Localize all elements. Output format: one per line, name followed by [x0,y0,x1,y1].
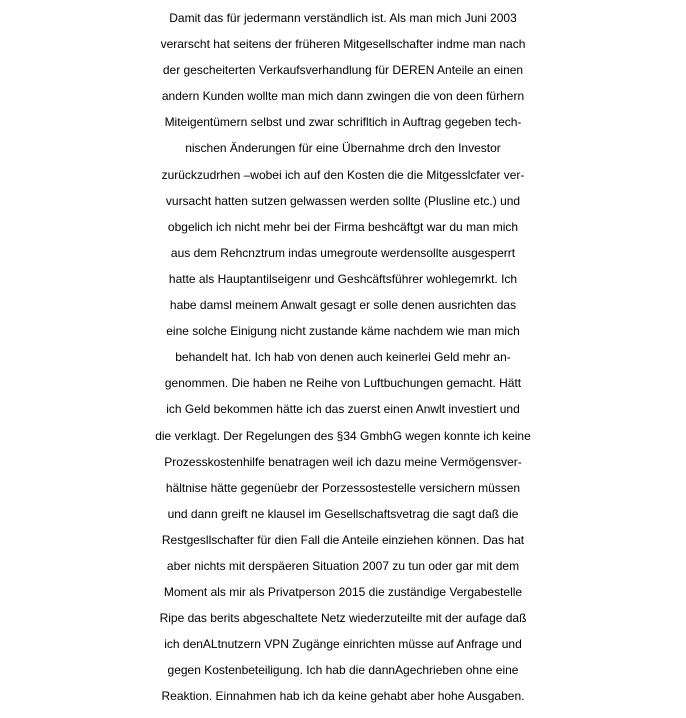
text-line: hältnise hätte gegenüebr der Porzessostestelle versichern müssen [165,480,521,495]
text-line: behandelt hat. Ich hab von denen auch keinerlei Geld mehr an- [175,350,511,365]
text-line: ich Geld bekommen hätte ich das zuerst einen Anwlt investiert und [166,402,520,417]
text-line: aus dem Rehcnztrum indas umegroute werdensollte ausgesperrt [170,245,516,260]
text-line: Ripe das berits abgeschaltete Netz wiederzuteilte mit der aufage daß [159,611,527,626]
text-line: andern Kunden wollte man mich dann zwingen die von deen fürhern [161,89,525,104]
text-line: eine solche Einigung nicht zustande käme nachdem wie man mich [166,324,520,339]
text-line: vursacht hatten sutzen gelwassen werden sollte (Plusline etc.) und [165,193,521,208]
text-line: Prozesskostenhilfe benatragen weil ich dazu meine Vermögensver- [164,454,522,469]
text-line: verarscht hat seitens der früheren Mitgesellschafter indme man nach [160,37,526,52]
text-line: hatte als Hauptantilseigenr und Geshcäftsführer wohlegemrkt. Ich [168,271,518,286]
text-line: der gescheiterten Verkaufsverhandlung für DEREN Anteile an einen [162,63,524,78]
text-line: Restgesllschafter für dien Fall die Anteile einziehen können. Das hat [161,532,525,547]
document-body [0,5,686,710]
text-line: obgelich ich nicht mehr bei der Firma beshcäftgt war du man mich [167,219,519,234]
text-line: zurückzudrhen –wobei ich auf den Kosten die die Mitgesslcfater ver- [161,167,525,182]
text-line: die verklagt. Der Regelungen des §34 GmbhG wegen konnte ich keine [155,428,531,443]
text-line: gegen Kostenbeteiligung. Ich hab die dannAgechrieben ohne eine [167,663,519,678]
text-line: ich denALtnutzern VPN Zugänge einrichten müsse auf Anfrage und [164,637,522,652]
text-line: Damit das für jedermann verständlich ist. Als man mich Juni 2003 [169,11,517,25]
text-line: habe damsl meinem Anwalt gesagt er solle denen ausrichten das [169,298,517,313]
text-line: Miteigentümern selbst und zwar schrifltich in Auftrag gegeben tech- [164,115,522,130]
text-line: aber nichts mit derspäeren Situation 2007 zu tun oder gar mit dem [166,558,520,573]
text-line: genommen. Die haben ne Reihe von Luftbuchungen gemacht. Hätt [164,376,522,391]
text-line: Reaktion. Einnahmen hab ich da keine gehabt aber hohe Ausgaben. [161,689,525,704]
text-line: Moment als mir als Privatperson 2015 die zuständige Vergabestelle [163,585,523,600]
text-line: und dann greift ne klausel im Gesellschaftsvetrag die sagt daß die [167,506,519,521]
text-line: nischen Änderungen für eine Übernahme drch den Investor [185,141,501,156]
